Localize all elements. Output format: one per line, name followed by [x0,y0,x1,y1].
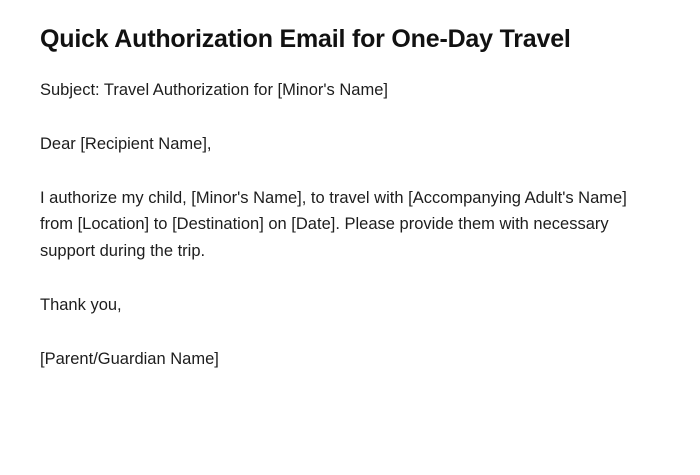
paragraph-body: I authorize my child, [Minor's Name], to travel with [Accompanying Adult's Name] from [Location] to [Destination] on [Date]. Please provide them with necessary support during the trip. [40,188,627,261]
paragraph-subject: Subject: Travel Authorization for [Minor's Name] [40,81,388,100]
page-title: Quick Authorization Email for One-Day Travel [40,25,571,53]
paragraph-signature: [Parent/Guardian Name] [40,349,219,368]
paragraph-closing: Thank you, [40,295,122,314]
paragraph-salutation: Dear [Recipient Name], [40,134,212,153]
